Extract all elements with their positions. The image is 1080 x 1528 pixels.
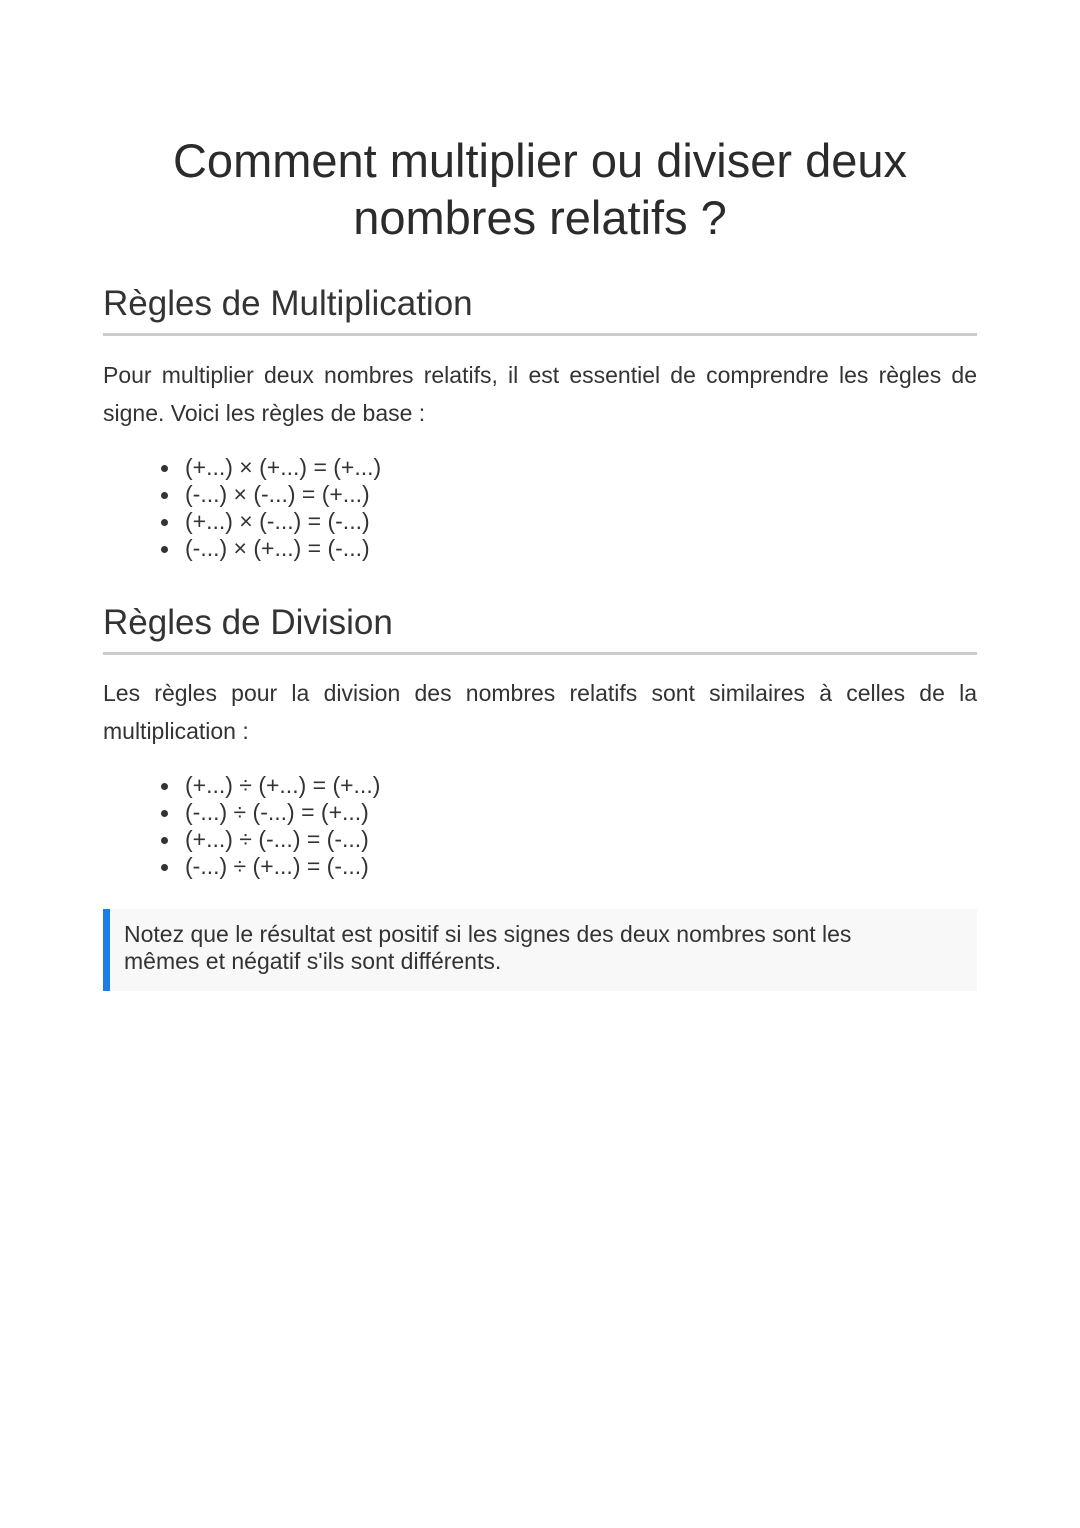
list-item	[161, 481, 381, 508]
list-item	[161, 454, 381, 481]
bullet-icon	[161, 837, 168, 844]
rule-text: (-...) × (-...) = (+...)	[185, 481, 370, 507]
section-heading-multiplication: Règles de Multiplication	[103, 282, 977, 336]
list-item	[161, 853, 380, 880]
rule-text: (-...) ÷ (-...) = (+...)	[185, 799, 369, 825]
rule-text: (-...) × (+...) = (-...)	[185, 535, 370, 561]
list-item	[161, 508, 381, 535]
bullet-icon	[161, 864, 168, 871]
rule-text: (-...) ÷ (+...) = (-...)	[185, 853, 369, 879]
bullet-icon	[161, 519, 168, 526]
rule-text: (+...) ÷ (+...) = (+...)	[185, 772, 381, 798]
multiplication-intro: Pour multiplier deux nombres relatifs, il est essentiel de comprendre les règles de signe. Voici les règles de base :	[103, 362, 977, 426]
list-item	[161, 772, 380, 799]
bullet-icon	[161, 810, 168, 817]
list-item	[161, 535, 381, 562]
division-intro: Les règles pour la division des nombres relatifs sont similaires à celles de la multiplication :	[103, 680, 977, 744]
section-heading-division: Règles de Division	[103, 601, 977, 655]
bullet-icon	[161, 546, 168, 553]
division-rules-list	[161, 772, 380, 880]
rule-text: (+...) ÷ (-...) = (-...)	[185, 826, 369, 852]
bullet-icon	[161, 465, 168, 472]
multiplication-rules-list	[161, 454, 381, 562]
page-title: Comment multiplier ou diviser deux nombres relatifs ?	[172, 134, 907, 244]
list-item	[161, 799, 380, 826]
bullet-icon	[161, 492, 168, 499]
rule-text: (+...) × (+...) = (+...)	[185, 454, 382, 480]
bullet-icon	[161, 783, 168, 790]
list-item	[161, 826, 380, 853]
note-callout	[103, 909, 977, 991]
note-text: Notez que le résultat est positif si les signes des deux nombres sont les mêmes et négatif s'ils sont différents.	[124, 921, 852, 974]
rule-text: (+...) × (-...) = (-...)	[185, 508, 370, 534]
